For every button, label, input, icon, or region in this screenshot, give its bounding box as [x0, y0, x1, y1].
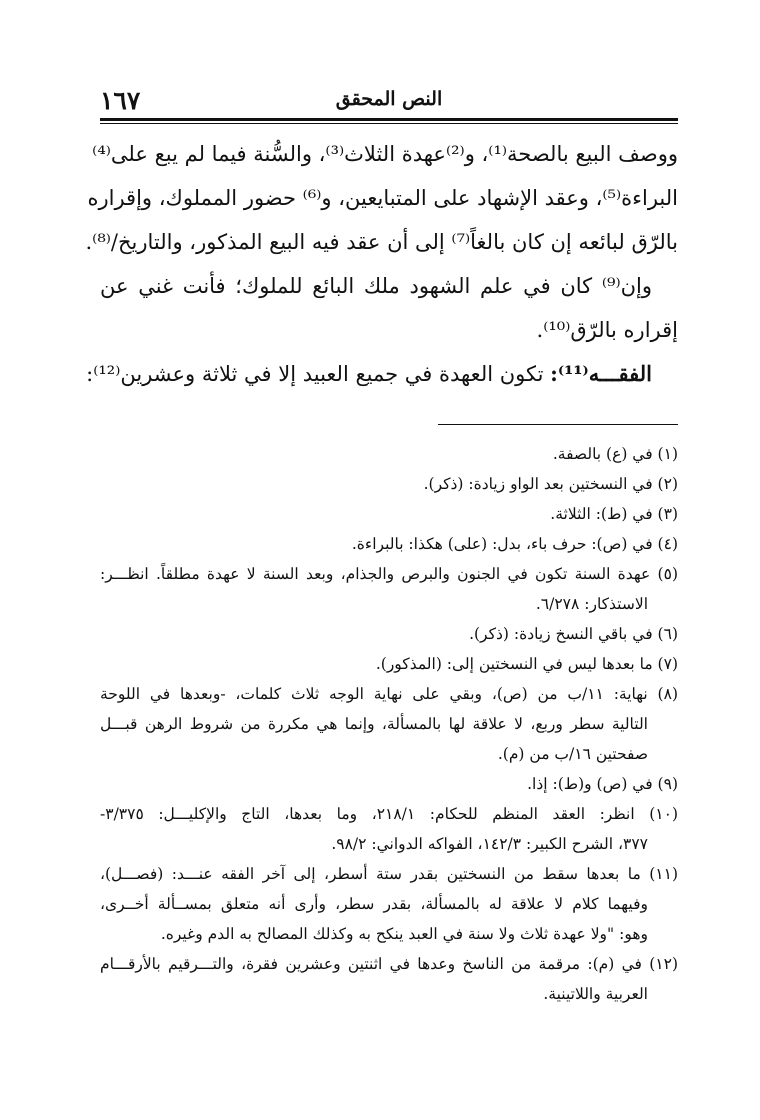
footnote: (١) في (ع) بالصفة. [552, 445, 678, 463]
header-rule-thick [100, 118, 678, 121]
footnote: (١١) ما بعدها سقط من النسختين بقدر ستة أسطر، إلى آخر الفقه عنـــد: (فصـــل)، [100, 865, 678, 883]
footnotes [100, 439, 678, 1009]
footnote: (٤) في (ص): حرف باء، بدل: (على) هكذا: بالبراءة. [351, 535, 678, 553]
footnote: (٧) ما بعدها ليس في النسختين إلى: (المذكور). [375, 655, 678, 673]
footnote-separator [438, 424, 678, 425]
footnote: (٨) نهاية: ١١/ب من (ص)، وبقي على نهاية الوجه ثلاث كلمات، -وبعدها في اللوحة [100, 685, 678, 703]
footnote-continuation: وهو: "ولا عهدة ثلاث ولا سنة في العبد ينكح به وكذلك المصالح به الدم وغيره. [160, 925, 648, 943]
footnote: (٦) في باقي النسخ زيادة: (ذكر). [469, 625, 678, 643]
fiqh-text: تكون العهدة في جميع العبيد إلا في ثلاثة وعشرين⁽¹²⁾: [86, 362, 551, 386]
footnote: (١٢) في (م): مرقمة من الناسخ وعدها في اثنتين وعشرين فقرة، والتـــرقيم بالأرقـــام [100, 955, 678, 973]
footnote-continuation: صفحتين ١٦/ب من (م). [497, 745, 648, 763]
page-header [100, 84, 678, 114]
footnote: (١٠) انظر: العقد المنظم للحكام: ٢١٨/١، وما بعدها، التاج والإكليـــل: ٣/٣٧٥- [100, 805, 678, 823]
text-line: بالرّق لبائعه إن كان بالغاً⁽⁷⁾ إلى أن عقد فيه البيع المذكور، والتاريخ/⁽⁸⁾. [85, 230, 678, 254]
footnote-continuation: الاستذكار: ٦/٢٧٨. [535, 595, 648, 613]
footnote: (٣) في (ط): الثلاثة. [550, 505, 678, 523]
footnote-continuation: وفيهما كلام لا علاقة له بالمسألة، بقدر سطر، وأرى أنه متعلق بمســألة أخــرى، [100, 895, 648, 913]
footnote-continuation: التالية سطر وربع، لا علاقة لها بالمسألة، وإنما هي مكررة من شروط الرهن قبـــل [100, 715, 648, 733]
footnote: (٩) في (ص) و(ط): إذا. [527, 775, 678, 793]
text-line: ووصف البيع بالصحة⁽¹⁾، و⁽²⁾عهدة الثلاث⁽³⁾، والسُّنة فيما لم يبع على⁽⁴⁾ [92, 142, 678, 166]
fiqh-label: الفقـــه⁽¹¹⁾: [550, 361, 652, 386]
text-line: إقراره بالرّق⁽¹⁰⁾. [536, 318, 678, 342]
page-title: النص المحقق [335, 88, 443, 110]
text-line: البراءة⁽⁵⁾، وعقد الإشهاد على المتبايعين، و⁽⁶⁾ حضور المملوك، وإقراره [87, 186, 678, 210]
footnote: (٢) في النسختين بعد الواو زيادة: (ذكر). [423, 475, 678, 493]
footnote-continuation: العربية واللاتينية. [543, 985, 648, 1003]
footnote-continuation: ٣٧٧، الشرح الكبير: ١٤٢/٣، الفواكه الدواني: ٩٨/٢. [331, 835, 648, 853]
text-line: وإن⁽⁹⁾ كان في علم الشهود ملك البائع للملوك؛ فأنت غني عن [100, 274, 652, 298]
footnote: (٥) عهدة السنة تكون في الجنون والبرص والجذام، وبعد السنة لا عهدة مطلقاً. انظـــر: [100, 565, 678, 583]
header-rule-thin [100, 123, 678, 124]
page-number: ١٦٧ [100, 86, 141, 115]
fiqh-line [86, 352, 678, 396]
page [85, 84, 678, 1009]
main-text [85, 132, 678, 396]
